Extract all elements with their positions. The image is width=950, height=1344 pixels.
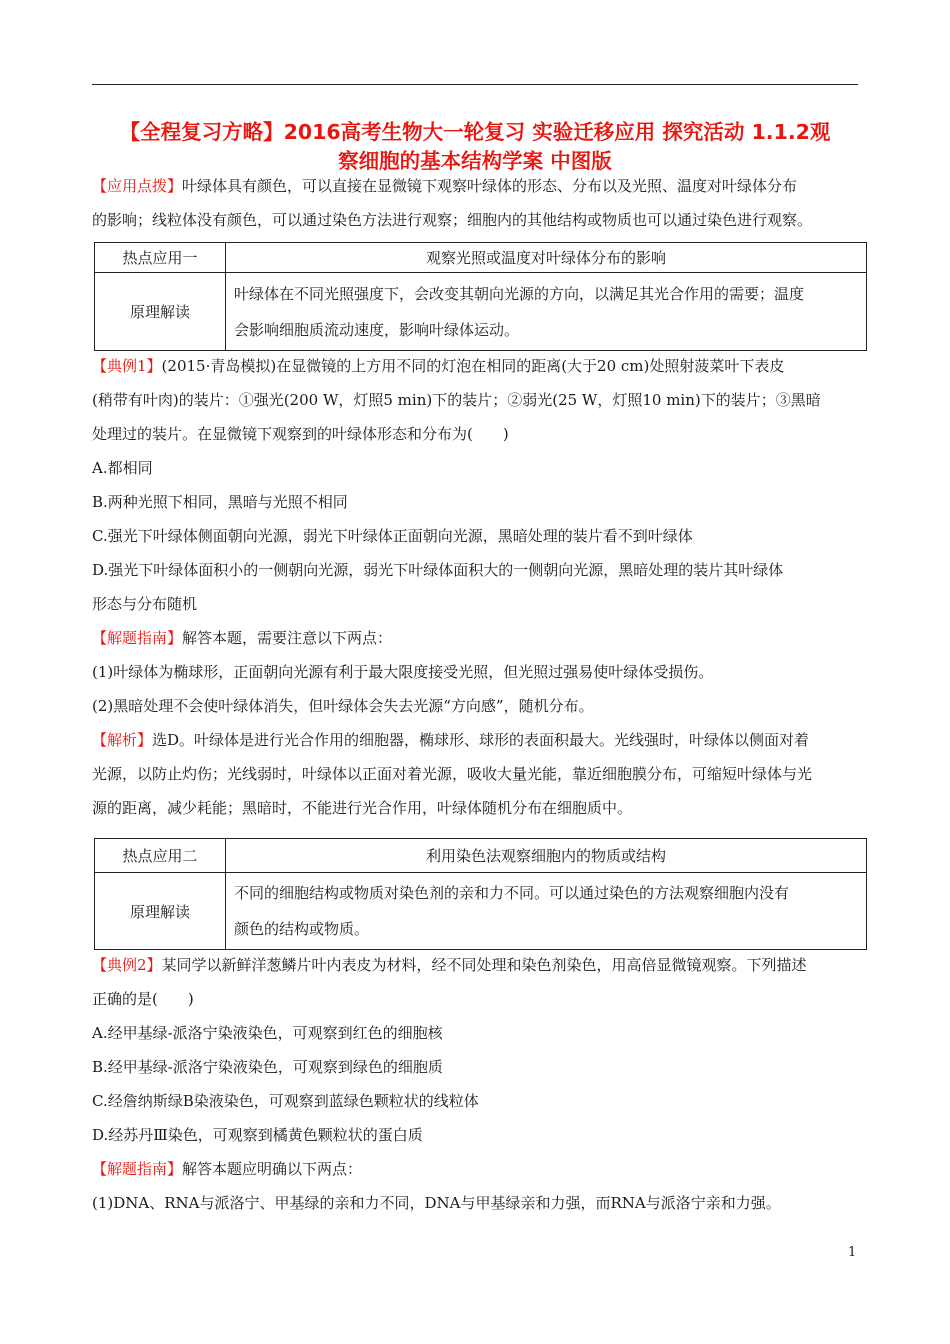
example-2: 【典例2】某同学以新鲜洋葱鳞片叶内表皮为材料，经不同处理和染色剂染色，用高倍显微镜观察。下列描述 正确的是( ) A.经甲基绿-派洛宁染液染色，可观察到红色的细胞核 B.经甲基绿-派洛宁染液染色，可观察到绿色的细胞质 C.经詹纳斯绿B染液染色，可观察到蓝绿色颗粒状的线粒体 D.经苏丹Ⅲ染色，可观察到橘黄色颗粒状的蛋白质 【解题指南】解答本题应明确以下两点： (1)DNA、RNA与派洛宁、甲基绿的亲和力不同，DNA与甲基绿亲和力强，而RNA与派洛宁亲和力强。 [92,948,862,1220]
table-cell: 叶绿体在不同光照强度下，会改变其朝向光源的方向，以满足其光合作用的需要；温度 会影响细胞质流动速度，影响叶绿体运动。 [226,273,867,351]
hotspot-table-2 [94,838,867,950]
hotspot-table-1 [94,242,867,351]
option-d: D.强光下叶绿体面积小的一侧朝向光源，弱光下叶绿体面积大的一侧朝向光源，黑暗处理的装片其叶绿体 [92,561,784,579]
table-cell: 热点应用一 [95,243,226,273]
option-b: B.经甲基绿-派洛宁染液染色，可观察到绿色的细胞质 [92,1058,443,1076]
guide: 【解题指南】解答本题，需要注意以下两点： [92,629,393,647]
analysis-tag: 【解析】 [92,731,153,749]
guide-tag: 【解题指南】 [92,629,183,647]
table-row [95,273,867,351]
example-2-tag: 【典例2】 [92,956,162,974]
table-cell: 观察光照或温度对叶绿体分布的影响 [226,243,867,273]
table-row [95,839,867,873]
table-row [95,243,867,273]
intro-paragraph [92,169,862,237]
title-line-1: 【全程复习方略】2016高考生物大一轮复习 实验迁移应用 探究活动 1.1.2观 [119,120,831,144]
intro-tag: 【应用点拨】 [92,177,183,195]
option-b: B.两种光照下相同，黑暗与光照不相同 [92,493,348,511]
page-number: 1 [848,1245,857,1260]
title-line-2: 察细胞的基本结构学案 中图版 [338,149,612,173]
table-cell: 利用染色法观察细胞内的物质或结构 [226,839,867,873]
example-1: 【典例1】(2015·青岛模拟)在显微镜的上方用不同的灯泡在相同的距离(大于20 cm)处照射菠菜叶下表皮 (稍带有叶肉)的装片：①强光(200 W，灯照5 min)下的装片；②弱光(25 W，灯照10 min)下的装片；③黑暗 处理过的装片。在显微镜下观察到的叶绿体形态和分布为( ) A.都相同 B.两种光照下相同，黑暗与光照不相同 C.强光下叶绿体侧面朝向光源，弱光下叶绿体正面朝向光源，黑暗处理的装片看不到叶绿体 D.强光下叶绿体面积小的一侧朝向光源，弱光下叶绿体面积大的一侧朝向光源，黑暗处理的装片其叶绿体 形态与分布随机 【解题指南】解答本题，需要注意以下两点： (1)叶绿体为椭球形，正面朝向光源有利于最大限度接受光照，但光照过强易使叶绿体受损伤。 (2)黑暗处理不会使叶绿体消失，但叶绿体会失去光源“方向感”，随机分布。 【解析】选D。叶绿体是进行光合作用的细胞器，椭球形、球形的表面积最大。光线强时，叶绿体以侧面对着 光源，以防止灼伤；光线弱时，叶绿体以正面对着光源，吸收大量光能，靠近细胞膜分布，可缩短叶绿体与光 源的距离，减少耗能；黑暗时，不能进行光合作用，叶绿体随机分布在细胞质中。 [92,349,862,825]
guide-tag: 【解题指南】 [92,1160,183,1178]
page-title [86,118,864,176]
table-cell: 不同的细胞结构或物质对染色剂的亲和力不同。可以通过染色的方法观察细胞内没有 颜色的结构或物质。 [226,873,867,950]
intro-line-1: 【应用点拨】叶绿体具有颜色，可以直接在显微镜下观察叶绿体的形态、分布以及光照、温度对叶绿体分布 [92,177,798,195]
analysis: 【解析】选D。叶绿体是进行光合作用的细胞器，椭球形、球形的表面积最大。光线强时，叶绿体以侧面对着 [92,731,810,749]
table-cell: 原理解读 [95,273,226,351]
option-a: A.都相同 [92,459,153,477]
option-d: D.经苏丹Ⅲ染色，可观察到橘黄色颗粒状的蛋白质 [92,1126,423,1144]
table-cell: 原理解读 [95,873,226,950]
option-a: A.经甲基绿-派洛宁染液染色，可观察到红色的细胞核 [92,1024,443,1042]
table-row [95,873,867,950]
intro-line-2: 的影响；线粒体没有颜色，可以通过染色方法进行观察；细胞内的其他结构或物质也可以通过染色进行观察。 [92,211,813,229]
option-c: C.强光下叶绿体侧面朝向光源，弱光下叶绿体正面朝向光源，黑暗处理的装片看不到叶绿体 [92,527,693,545]
header-rule [92,84,858,85]
option-c: C.经詹纳斯绿B染液染色，可观察到蓝绿色颗粒状的线粒体 [92,1092,479,1110]
guide: 【解题指南】解答本题应明确以下两点： [92,1160,363,1178]
example-1-tag: 【典例1】 [92,357,162,375]
table-cell: 热点应用二 [95,839,226,873]
